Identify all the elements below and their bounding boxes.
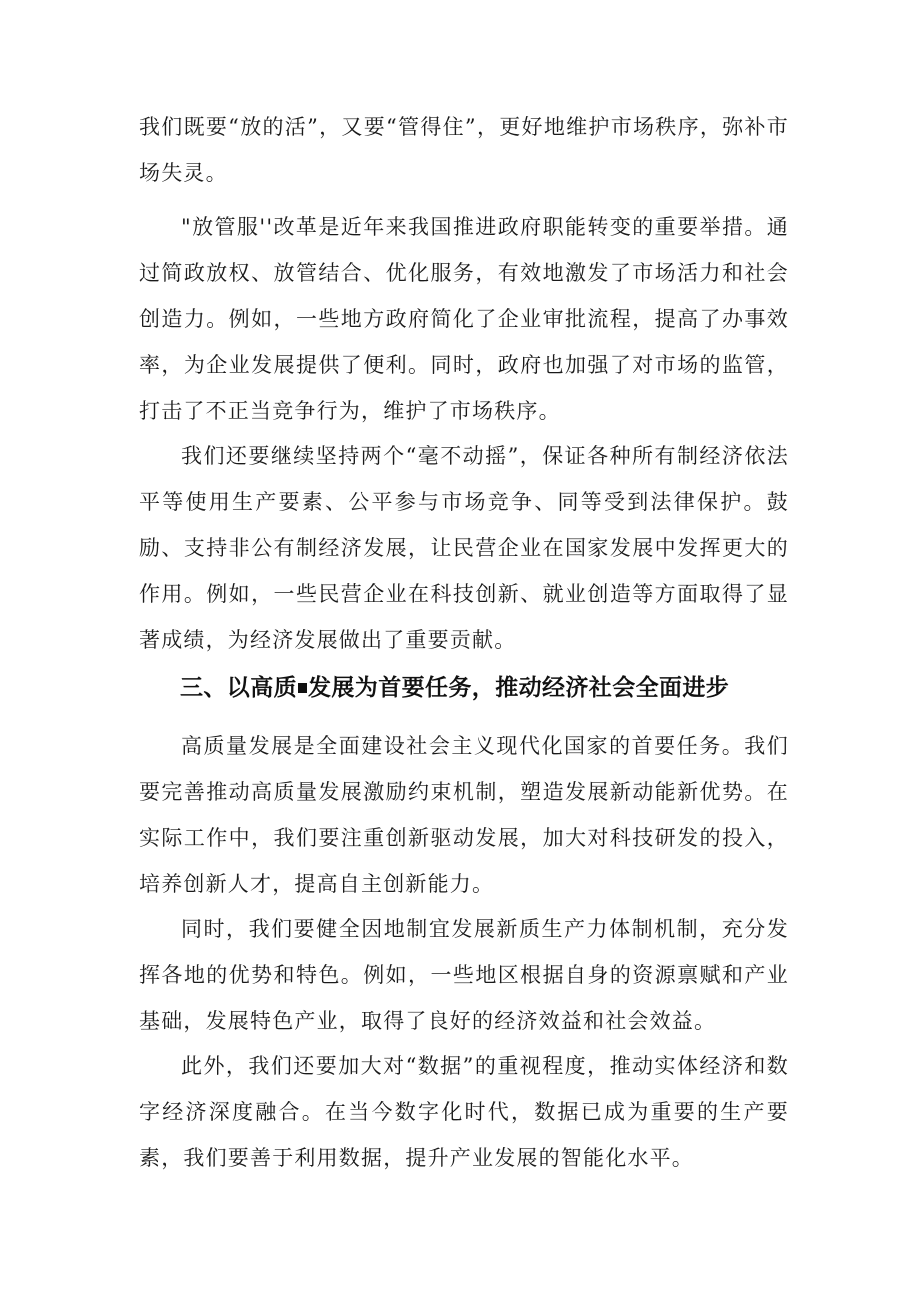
paragraph-fangguanfu-reform: "放管服''改革是近年来我国推进政府职能转变的重要举措。通过简政放权、放管结合、优化服务，有效地激发了市场活力和社会创造力。例如，一些地方政府简化了企业审批流程，提高了办事效率，为企业发展提供了便利。同时，政府也加强了对市场的监管，打击了不正当竞争行为，维护了市场秩序。 xyxy=(139,215,789,423)
heading-text-before: 三、以高质 xyxy=(180,675,297,701)
paragraph-high-quality-development: 高质量发展是全面建设社会主义现代化国家的首要任务。我们要完善推动高质量发展激励约束机制，塑造发展新动能新优势。在实际工作中，我们要注重创新驱动发展，加大对科技研发的投入，培养创新人才，提高自主创新能力。 xyxy=(139,734,789,896)
paragraph-two-unwavering: 我们还要继续坚持两个“毫不动摇”，保证各种所有制经济依法平等使用生产要素、公平参与市场竞争、同等受到法律保护。鼓励、支持非公有制经济发展，让民营企业在国家发展中发挥更大的作用。例如，一些民营企业在科技创新、就业创造等方面取得了显著成绩，为经济发展做出了重要贡献。 xyxy=(139,444,789,652)
section-heading-three xyxy=(180,668,800,708)
paragraph-new-productive-forces: 同时，我们要健全因地制宜发展新质生产力体制机制，充分发挥各地的优势和特色。例如，一些地区根据自身的资源禀赋和产业基础，发展特色产业，取得了良好的经济效益和社会效益。 xyxy=(139,917,789,1033)
paragraph-data-economy: 此外，我们还要加大对“数据”的重视程度，推动实体经济和数字经济深度融合。在当今数字化时代，数据已成为重要的生产要素，我们要善于利用数据，提升产业发展的智能化水平。 xyxy=(139,1054,789,1170)
heading-text-after: 发展为首要任务，推动经济社会全面进步 xyxy=(308,675,730,701)
missing-glyph-box xyxy=(298,683,307,693)
paragraph-market-order: 我们既要“放的活”，又要“管得住”，更好地维护市场秩序，弥补市场失灵。 xyxy=(139,115,789,185)
